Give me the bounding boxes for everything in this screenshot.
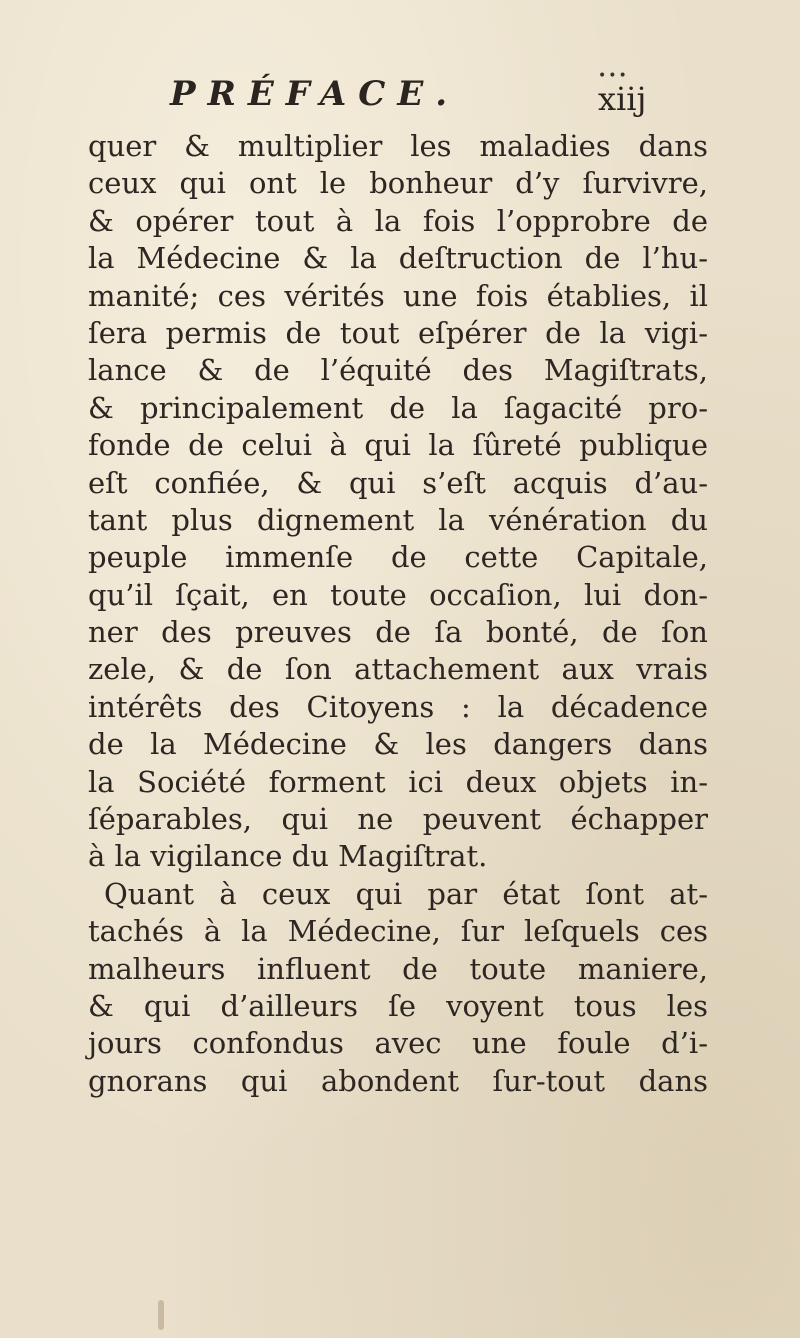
text-line: jours confondus avec une foule d’i-: [88, 1026, 708, 1061]
running-head: PRÉFACE.: [170, 74, 460, 114]
text-line: de la Médecine & les dangers dans: [88, 727, 708, 762]
text-line: zele, & de ſon attachement aux vrais: [88, 652, 708, 687]
text-line: lance & de l’équité des Magiſtrats,: [88, 353, 708, 388]
text-line: & principalement de la ſagacité pro-: [88, 390, 708, 425]
text-line: ner des preuves de ſa bonté, de ſon: [88, 615, 708, 650]
text-line: la Médecine & la deſtruction de l’hu-: [88, 241, 708, 276]
text-line: gnorans qui abondent ſur-tout dans: [88, 1063, 708, 1098]
text-line: & opérer tout à la fois l’opprobre de: [88, 203, 708, 238]
paragraph-start-line: Quant à ceux qui par état ſont at-: [104, 876, 708, 911]
text-line: qu’il ſçait, en toute occaſion, lui don-: [88, 577, 708, 612]
text-line: tachés à la Médecine, ſur leſquels ces: [88, 914, 708, 949]
text-line: la Société forment ici deux objets in-: [88, 764, 708, 799]
text-line: & qui d’ailleurs ſe voyent tous les: [88, 988, 708, 1023]
text-line: à la vigilance du Magiſtrat.: [88, 839, 488, 874]
text-line: ceux qui ont le bonheur d’y ſurvivre,: [88, 166, 708, 201]
text-line: eſt confiée, & qui s’eſt acquis d’au-: [88, 465, 708, 500]
text-line: intérêts des Citoyens : la décadence: [88, 689, 708, 724]
page-header: [0, 68, 800, 118]
text-line: peuple immenſe de cette Capitale,: [88, 540, 708, 575]
text-line: quer & multiplier les maladies dans: [88, 129, 708, 163]
text-line: tant plus dignement la vénération du: [88, 502, 708, 537]
text-line: ſéparables, qui ne peuvent échapper: [88, 802, 708, 837]
text-line: malheurs influent de toute maniere,: [88, 951, 708, 986]
ornament-mark: •••: [598, 68, 629, 84]
text-line: manité; ces vérités une fois établies, il: [88, 278, 708, 313]
page-number: xiij: [598, 80, 647, 118]
paper-blemish: [158, 1300, 164, 1330]
body-text: [88, 128, 708, 1100]
text-line: fonde de celui à qui la ſûreté publique: [88, 428, 708, 463]
text-line: ſera permis de tout eſpérer de la vigi-: [88, 315, 708, 350]
